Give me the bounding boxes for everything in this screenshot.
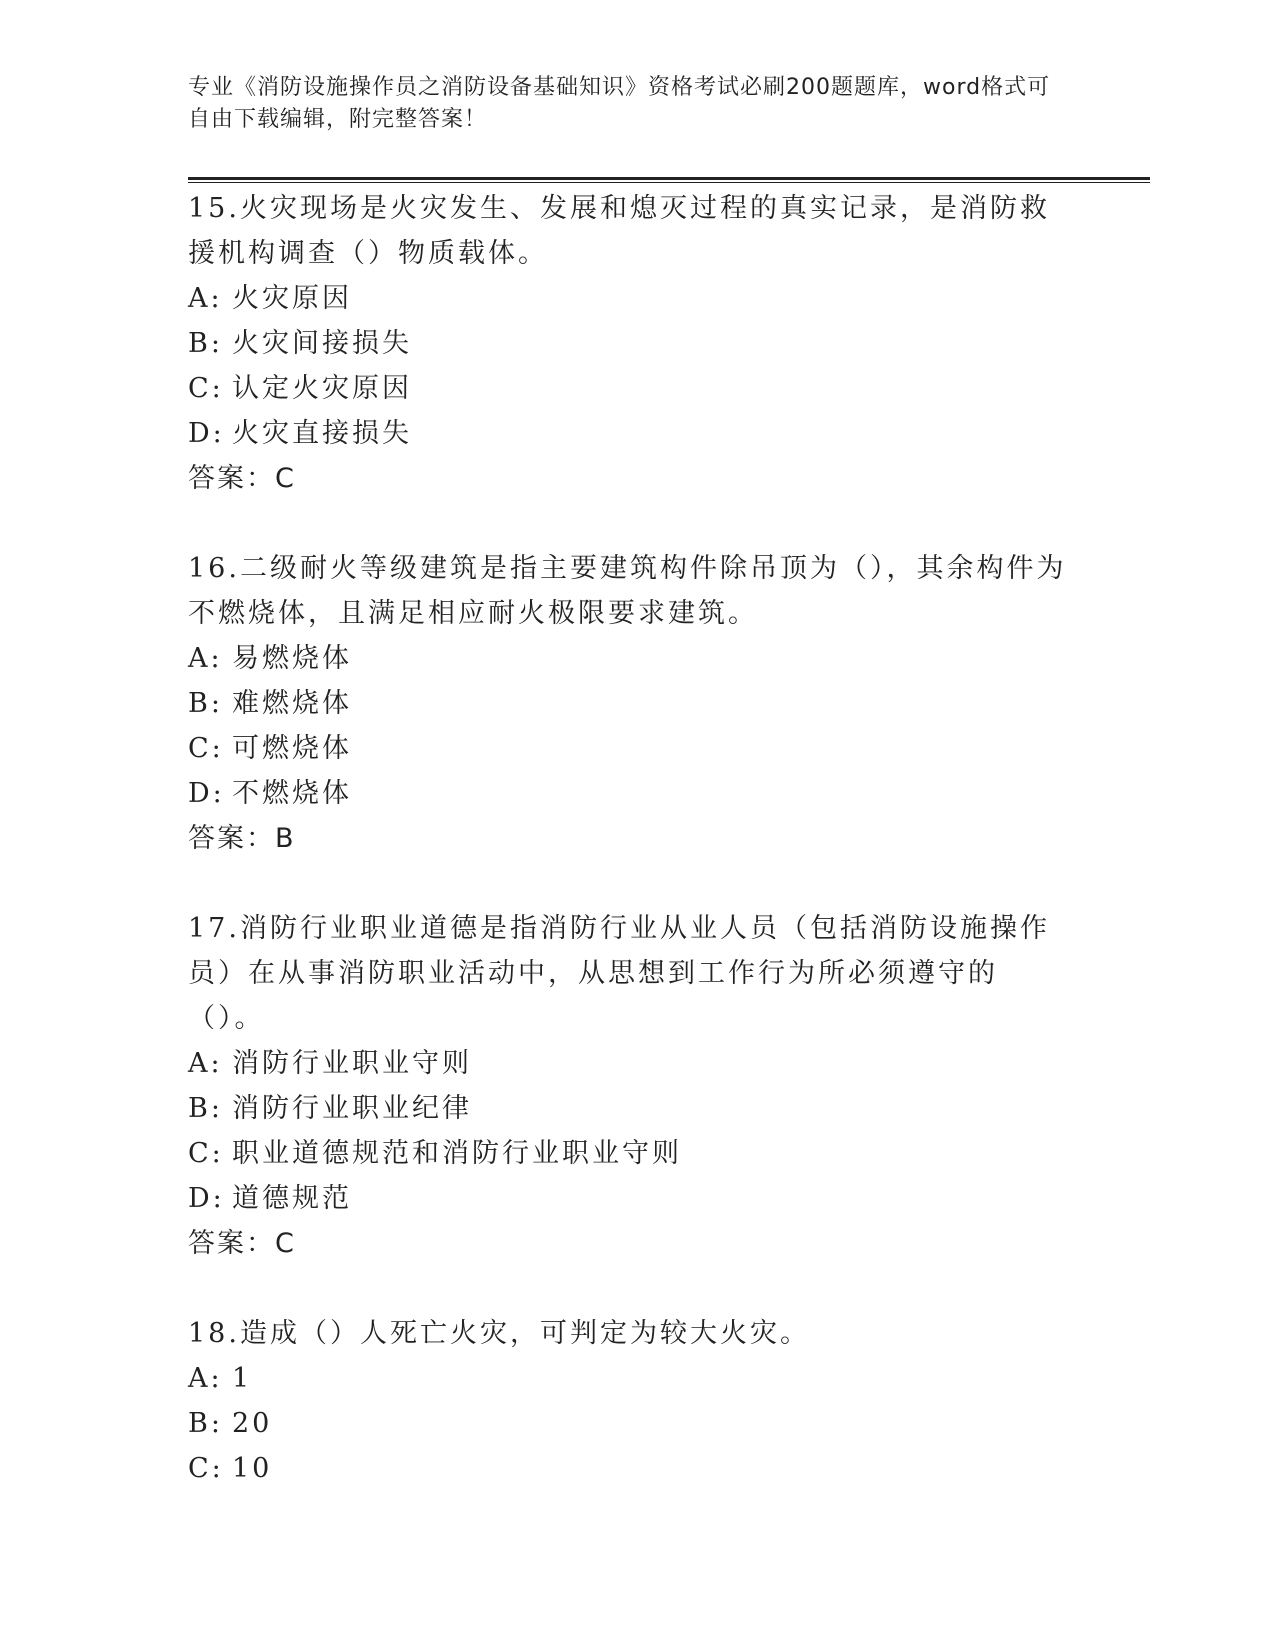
question-16 bbox=[188, 546, 1068, 862]
option-key: C: bbox=[188, 1453, 224, 1484]
question-list bbox=[188, 186, 1068, 1535]
option-key: D: bbox=[188, 778, 225, 809]
answer-line: 答案：C bbox=[188, 1228, 296, 1259]
option-key: B: bbox=[188, 1093, 223, 1124]
option-key: C: bbox=[188, 1138, 224, 1169]
option-a bbox=[188, 1356, 1068, 1401]
option-text: 10 bbox=[232, 1453, 273, 1484]
option-key: D: bbox=[188, 418, 225, 449]
option-a bbox=[188, 1041, 1068, 1086]
option-text: 不燃烧体 bbox=[232, 778, 352, 809]
option-text: 火灾直接损失 bbox=[232, 418, 412, 449]
option-key: D: bbox=[188, 1183, 225, 1214]
option-text: 火灾间接损失 bbox=[232, 328, 412, 359]
option-b bbox=[188, 1086, 1068, 1131]
answer-line: 答案：C bbox=[188, 463, 296, 494]
option-c bbox=[188, 1446, 1068, 1491]
question-18 bbox=[188, 1311, 1068, 1491]
option-text: 职业道德规范和消防行业职业守则 bbox=[232, 1138, 682, 1169]
option-d bbox=[188, 411, 1068, 456]
option-key: A: bbox=[188, 283, 223, 314]
option-key: C: bbox=[188, 733, 224, 764]
question-stem: 16.二级耐火等级建筑是指主要建筑构件除吊顶为（），其余构件为不燃烧体，且满足相应耐火极限要求建筑。 bbox=[188, 553, 1067, 629]
option-key: B: bbox=[188, 688, 223, 719]
option-key: B: bbox=[188, 328, 223, 359]
option-text: 易燃烧体 bbox=[232, 643, 352, 674]
option-c bbox=[188, 726, 1068, 771]
option-key: A: bbox=[188, 1363, 223, 1394]
option-a bbox=[188, 276, 1068, 321]
option-text: 火灾原因 bbox=[232, 283, 352, 314]
option-text: 可燃烧体 bbox=[232, 733, 352, 764]
answer-line: 答案：B bbox=[188, 823, 296, 854]
option-text: 20 bbox=[232, 1408, 273, 1439]
option-text: 难燃烧体 bbox=[232, 688, 352, 719]
option-text: 消防行业职业守则 bbox=[232, 1048, 472, 1079]
question-stem: 18.造成（）人死亡火灾，可判定为较大火灾。 bbox=[188, 1318, 810, 1349]
option-d bbox=[188, 771, 1068, 816]
question-15 bbox=[188, 186, 1068, 502]
option-b bbox=[188, 1401, 1068, 1446]
option-c bbox=[188, 1131, 1068, 1176]
header-divider-thin bbox=[188, 182, 1150, 183]
question-stem: 17.消防行业职业道德是指消防行业从业人员（包括消防设施操作员）在从事消防职业活动中，从思想到工作行为所必须遵守的（）。 bbox=[188, 913, 1050, 1034]
option-text: 消防行业职业纪律 bbox=[232, 1093, 472, 1124]
option-c bbox=[188, 366, 1068, 411]
option-text: 道德规范 bbox=[232, 1183, 352, 1214]
option-text: 认定火灾原因 bbox=[232, 373, 412, 404]
option-d bbox=[188, 1176, 1068, 1221]
option-key: C: bbox=[188, 373, 224, 404]
option-key: A: bbox=[188, 1048, 223, 1079]
option-b bbox=[188, 681, 1068, 726]
option-key: B: bbox=[188, 1408, 223, 1439]
option-a bbox=[188, 636, 1068, 681]
option-b bbox=[188, 321, 1068, 366]
option-text: 1 bbox=[232, 1363, 253, 1394]
header-divider-thick bbox=[188, 177, 1150, 180]
question-17 bbox=[188, 906, 1068, 1267]
question-stem: 15.火灾现场是火灾发生、发展和熄灭过程的真实记录，是消防救援机构调查（）物质载体。 bbox=[188, 193, 1050, 269]
option-key: A: bbox=[188, 643, 223, 674]
document-header: 专业《消防设施操作员之消防设备基础知识》资格考试必刷200题题库，word格式可自由下载编辑，附完整答案！ bbox=[188, 75, 1051, 132]
